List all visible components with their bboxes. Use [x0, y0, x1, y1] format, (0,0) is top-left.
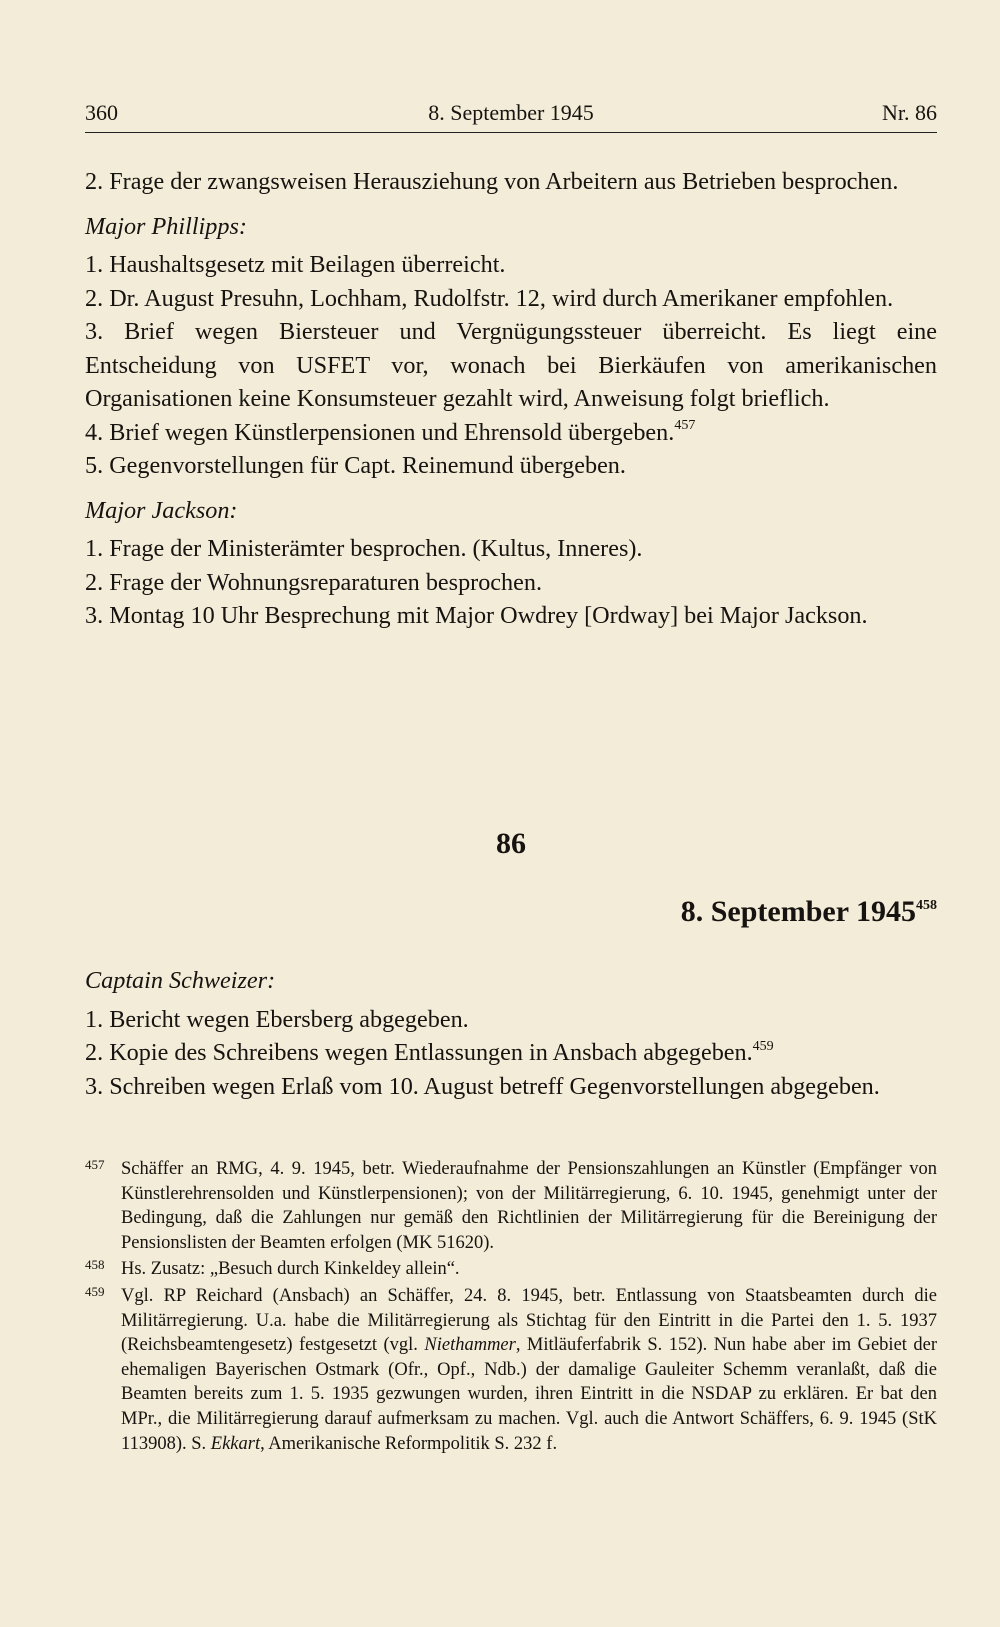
- footnote-number: 459: [85, 1283, 105, 1299]
- list-item: 3. Schreiben wegen Erlaß vom 10. August betreff Gegenvorstellungen abgegeben.: [85, 1072, 880, 1100]
- list-item: 3. Montag 10 Uhr Besprechung mit Major Owdrey [Ordway] bei Major Jackson.: [85, 602, 868, 629]
- footnote-text: Schäffer an RMG, 4. 9. 1945, betr. Wiederaufnahme der Pensionszahlungen an Künstler (Empfänger von Künstlerehrensolden und Künstlerpensionen); von der Militärregierung, 6. 10. 1945, genehmigt unter der Bedingung, daß die Zahlungen nur gemäß den Richtlinien der Militärregierung für die Bereinigung der Pensionslisten der Beamten erfolgen (MK 51620).: [121, 1159, 937, 1253]
- footnote-text: Vgl. RP Reichard (Ansbach) an Schäffer, 24. 8. 1945, betr. Entlassung von Staatsbeamten durch die Militärregierung. U.a. habe die Militärregierung als Stichtag für den Eintritt in die Partei den 1. 5. 1937 (Reichsbeamtengesetz) festgesetzt (vgl.: [121, 1285, 937, 1356]
- footnote-number: 458: [85, 1257, 105, 1273]
- footnote: [85, 1257, 937, 1282]
- document-number: 86: [496, 827, 526, 860]
- speaker-jackson: Major Jackson:: [85, 496, 238, 524]
- speaker-schweizer: Captain Schweizer:: [85, 967, 276, 994]
- list-item: 3. Brief wegen Biersteuer und Vergnügungssteuer überreicht. Es liegt eine Entscheidung von USFET vor, wonach bei Bierkäufen von amerikanischen Organisationen keine Konsumsteuer gezahlt wird, Anweisung folgt brieflich.: [85, 318, 937, 412]
- list-item-text: 4. Brief wegen Künstlerpensionen und Ehrensold übergeben.: [85, 418, 675, 446]
- list-item-text: 2. Kopie des Schreibens wegen Entlassungen in Ansbach abgegeben.: [85, 1039, 753, 1066]
- footnote-text: Hs. Zusatz: „Besuch durch Kinkeldey allein“.: [121, 1259, 460, 1280]
- list-item: [85, 1036, 937, 1070]
- list-item: 2. Frage der Wohnungsreparaturen besprochen.: [85, 568, 543, 596]
- author-name: Ekkart: [210, 1433, 261, 1454]
- list-item: 2. Dr. August Presuhn, Lochham, Rudolfstr. 12, wird durch Amerikaner empfohlen.: [85, 284, 894, 312]
- footnote-text: , Mitläuferfabrik S. 152). Nun habe aber im Gebiet der ehemaligen Bayerischen Ostmark (Ofr., Opf., Ndb.) der damalige Gauleiter Schemm veranlaßt, daß die Beamten bereits zum 1. 5. 1935 gezwungen wurden, ihren Eintritt in die NSDAP zu erklären. Er bat den MPr., die Militärregierung darauf aufmerksam zu machen. Vgl. auch die Antwort Schäffers, 6. 9. 1945 (StK 113908). S.: [121, 1335, 937, 1454]
- document-date-text: 8. September 1945: [680, 895, 916, 928]
- continued-item: 2. Frage der zwangsweisen Herausziehung von Arbeitern aus Betrieben besprochen.: [85, 168, 899, 195]
- footnote-number: 457: [85, 1157, 105, 1172]
- main-text: [85, 165, 937, 633]
- page-number: 360: [85, 100, 118, 125]
- document-date: [681, 895, 937, 929]
- footnote-ref[interactable]: 458: [916, 898, 937, 913]
- header-doc-ref: Nr. 86: [882, 100, 937, 125]
- footnote: [85, 1157, 937, 1255]
- running-header: [85, 98, 937, 133]
- list-item: 1. Frage der Ministerämter besprochen. (Kultus, Inneres).: [85, 535, 643, 562]
- author-name: Niethammer: [424, 1335, 516, 1356]
- list-item: 5. Gegenvorstellungen für Capt. Reinemund übergeben.: [85, 452, 626, 479]
- header-date: 8. September 1945: [428, 100, 594, 125]
- footnote: [85, 1284, 937, 1456]
- document-text: [85, 964, 937, 1103]
- list-item: 1. Bericht wegen Ebersberg abgegeben.: [85, 1005, 469, 1033]
- footnote-ref[interactable]: 457: [674, 418, 696, 434]
- footnote-text: , Amerikanische Reformpolitik S. 232 f.: [260, 1433, 558, 1454]
- footnotes: [85, 1157, 937, 1458]
- list-item: [85, 416, 937, 450]
- speaker-phillipps: Major Phillipps:: [85, 212, 247, 240]
- list-item: 1. Haushaltsgesetz mit Beilagen überreicht.: [85, 251, 506, 278]
- footnote-ref[interactable]: 459: [752, 1038, 774, 1054]
